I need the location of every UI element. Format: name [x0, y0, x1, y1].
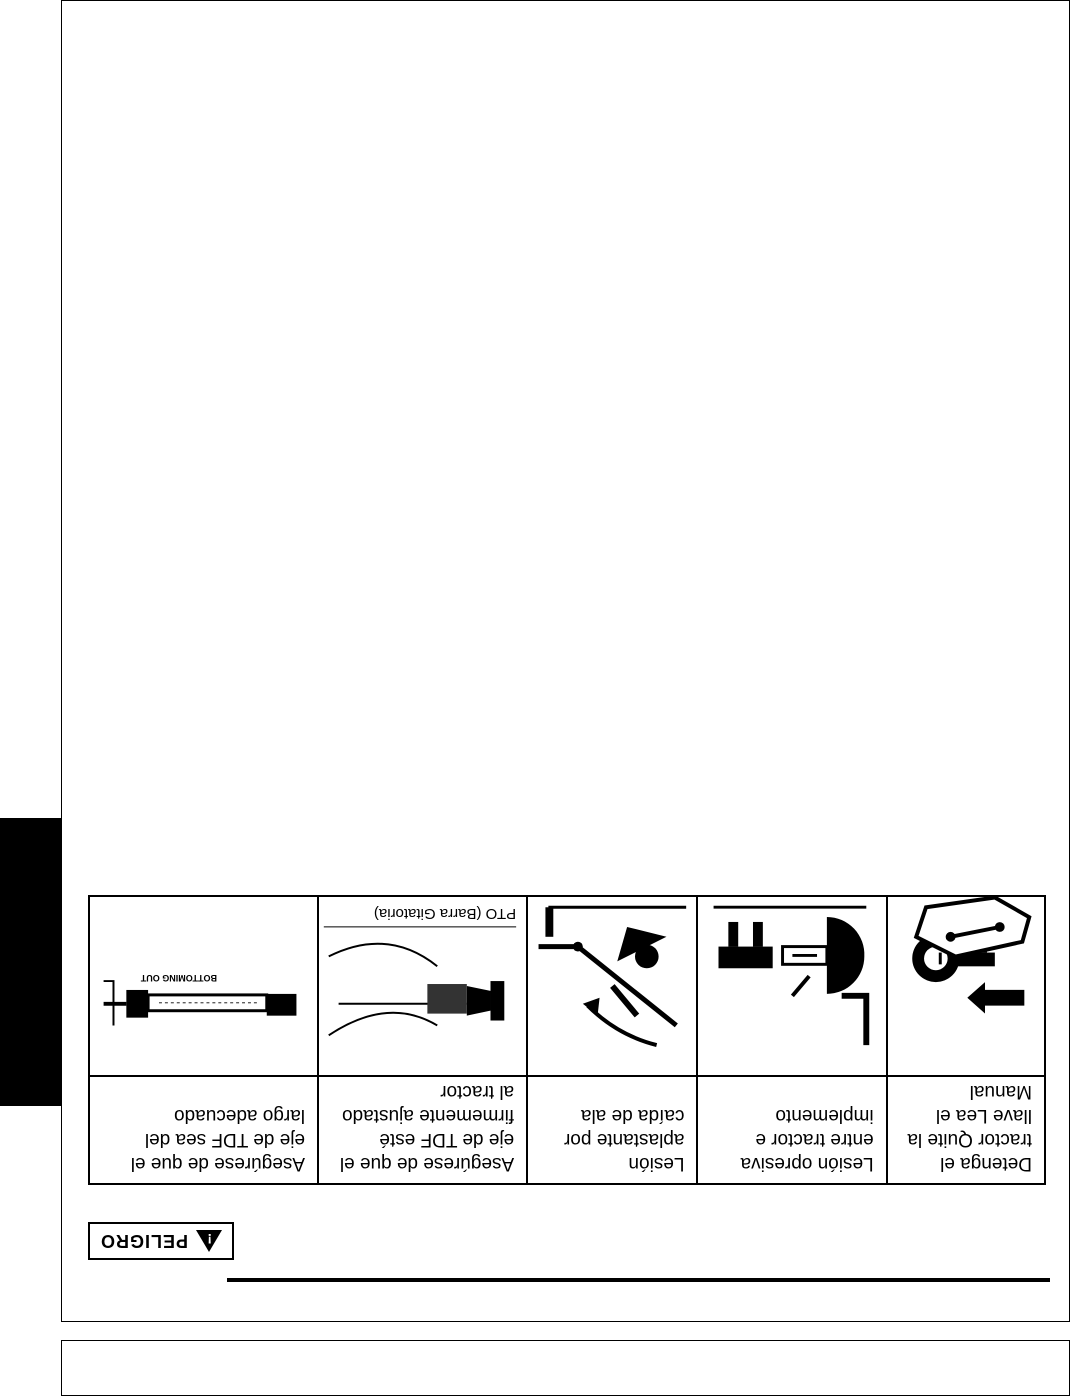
falling-wing-icon: [528, 897, 696, 1075]
warning-triangle-icon: [196, 1230, 222, 1252]
pto-shaft-length-icon: [90, 897, 317, 1075]
warning-cell-pto-length: [90, 897, 317, 1183]
footer-box: [61, 1340, 1070, 1396]
warning-cell-pto-attach: [317, 897, 526, 1183]
bottoming-caption: BOTTOMING OUT: [140, 973, 218, 983]
key-and-manual-icon: [888, 897, 1044, 1075]
warning-text: Asegúrese de que el eje de TDF esté firmemente ajustado al tractor: [319, 1075, 526, 1183]
warning-text: Lesión aplastante por caída de ala: [528, 1075, 696, 1183]
warning-text: Lesión opresiva entre tractor e implemento: [698, 1075, 885, 1183]
warning-cell-stop-tractor: [886, 897, 1044, 1183]
pto-caption: PTO (Barra Gitatoria): [373, 905, 517, 922]
warning-table: [88, 895, 1046, 1185]
warning-text: Detenga el tractor Quite la llave Lea el Manual: [888, 1075, 1044, 1183]
pto-shaft-attach-icon: [319, 897, 526, 1075]
danger-badge: [88, 1222, 234, 1260]
danger-label: PELIGRO: [100, 1231, 189, 1252]
crush-between-tractor-icon: [698, 897, 885, 1075]
danger-decal: [88, 895, 1046, 1265]
warning-text: Asegúrese de que el eje de TDF sea del largo adecuado: [90, 1075, 317, 1183]
warning-cell-wing-fall: [526, 897, 696, 1183]
warning-cell-crush-between: [696, 897, 885, 1183]
horizontal-rule: [227, 1278, 1050, 1282]
section-tab: [0, 818, 62, 1106]
